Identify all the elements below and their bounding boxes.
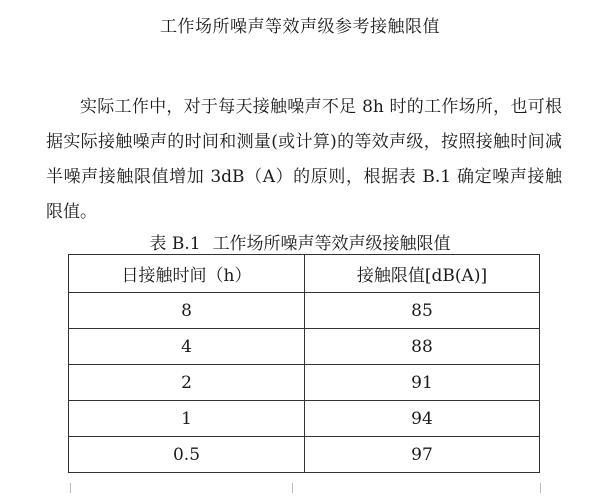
document-title: 工作场所噪声等效声级参考接触限值 xyxy=(160,17,440,37)
table-caption-number: 表 B.1 xyxy=(149,234,201,254)
cell-hours: 2 xyxy=(69,365,305,401)
table-caption-text: 工作场所噪声等效声级接触限值 xyxy=(212,234,451,254)
cell-hours: 8 xyxy=(69,293,305,329)
page-edge-mark-right xyxy=(540,483,541,493)
cell-limit: 91 xyxy=(305,365,540,401)
cell-hours: 4 xyxy=(69,329,305,365)
header-daily-exposure-time: 日接触时间（h） xyxy=(69,255,305,293)
table-row xyxy=(69,401,540,437)
table-row xyxy=(69,293,540,329)
cell-hours: 1 xyxy=(69,401,305,437)
cell-hours: 0.5 xyxy=(69,437,305,473)
cell-limit: 94 xyxy=(305,401,540,437)
table-row xyxy=(69,437,540,473)
body-paragraph: 实际工作中，对于每天接触噪声不足 8h 时的工作场所，也可根据实际接触噪声的时间和测量(或计算)的等效声级，按照接触时间减半噪声接触限值增加 3dB（A）的原则，根据表 B.1 确定噪声接触限值。 xyxy=(46,97,562,222)
noise-limit-table xyxy=(68,254,540,473)
cell-limit: 85 xyxy=(305,293,540,329)
table-row xyxy=(69,365,540,401)
cell-limit: 88 xyxy=(305,329,540,365)
page-edge-mark-left xyxy=(70,483,71,493)
table-header-row xyxy=(69,255,540,293)
header-exposure-limit: 接触限值[dB(A)] xyxy=(305,255,540,293)
table-row xyxy=(69,329,540,365)
page-edge-mark-center xyxy=(292,483,293,493)
cell-limit: 97 xyxy=(305,437,540,473)
table-caption xyxy=(0,229,600,254)
